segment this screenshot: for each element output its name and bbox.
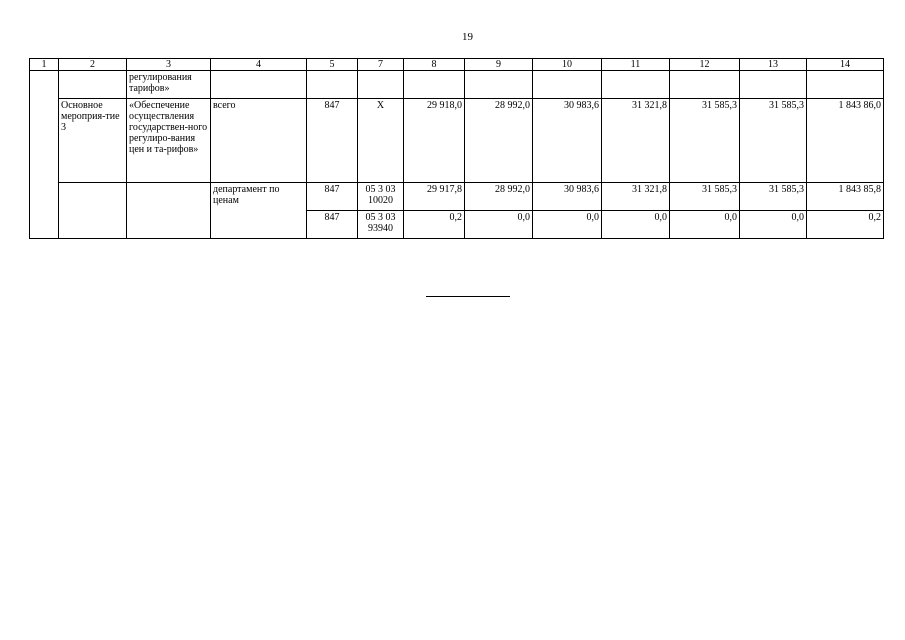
table-cell-col7: 05 3 03 10020 <box>358 183 404 211</box>
header-cell: 4 <box>211 59 307 71</box>
table-cell-col14: 1 843 85,8 <box>807 183 884 211</box>
table-cell-col12 <box>670 71 740 99</box>
table-cell-col10 <box>533 71 602 99</box>
table-cell-col3: регулирования тарифов» <box>127 71 211 99</box>
table-cell-col10: 30 983,6 <box>533 183 602 211</box>
table-cell-col5: 847 <box>307 99 358 183</box>
header-cell: 10 <box>533 59 602 71</box>
table-cell-col7: 05 3 03 93940 <box>358 211 404 239</box>
table-cell-col14: 1 843 86,0 <box>807 99 884 183</box>
table-row-dept-1 <box>30 183 884 211</box>
table-cell-col5 <box>307 71 358 99</box>
table-cell-col11: 31 321,8 <box>602 99 670 183</box>
header-cell: 2 <box>59 59 127 71</box>
table-cell-col14 <box>807 71 884 99</box>
page-number: 19 <box>462 31 473 43</box>
table-cell-col3 <box>127 183 211 239</box>
table-cell-col5: 847 <box>307 211 358 239</box>
table-cell-col2 <box>59 183 127 239</box>
table-cell-col4: всего <box>211 99 307 183</box>
table-cell-col9: 28 992,0 <box>465 183 533 211</box>
table-row-continuation <box>30 71 884 99</box>
table-cell-col4: департамент по ценам <box>211 183 307 239</box>
table-cell-col9: 0,0 <box>465 211 533 239</box>
table-cell-col14: 0,2 <box>807 211 884 239</box>
table-cell-col8: 0,2 <box>404 211 465 239</box>
table-cell-col1 <box>30 71 59 239</box>
table-cell-col7: Х <box>358 99 404 183</box>
header-cell: 3 <box>127 59 211 71</box>
table-cell-col13: 0,0 <box>740 211 807 239</box>
table-cell-col13: 31 585,3 <box>740 99 807 183</box>
budget-table <box>29 58 884 239</box>
table-cell-col12: 31 585,3 <box>670 183 740 211</box>
header-cell: 14 <box>807 59 884 71</box>
table-cell-col7 <box>358 71 404 99</box>
header-cell: 5 <box>307 59 358 71</box>
table-cell-col2 <box>59 71 127 99</box>
table-cell-col12: 0,0 <box>670 211 740 239</box>
table-cell-col8: 29 917,8 <box>404 183 465 211</box>
table-cell-col10: 0,0 <box>533 211 602 239</box>
header-cell: 13 <box>740 59 807 71</box>
header-row <box>30 59 884 71</box>
table-cell-col11: 0,0 <box>602 211 670 239</box>
table-cell-col4 <box>211 71 307 99</box>
table-cell-col10: 30 983,6 <box>533 99 602 183</box>
header-cell: 1 <box>30 59 59 71</box>
header-cell: 7 <box>358 59 404 71</box>
table-cell-col11 <box>602 71 670 99</box>
table-cell-col11: 31 321,8 <box>602 183 670 211</box>
table-cell-col12: 31 585,3 <box>670 99 740 183</box>
table-cell-col3: «Обеспечение осуществления государствен-ного регулиро-вания цен и та-рифов» <box>127 99 211 183</box>
header-cell: 11 <box>602 59 670 71</box>
table-cell-col8: 29 918,0 <box>404 99 465 183</box>
table-row-total <box>30 99 884 183</box>
table-cell-col13: 31 585,3 <box>740 183 807 211</box>
table-cell-col9: 28 992,0 <box>465 99 533 183</box>
table-cell-col8 <box>404 71 465 99</box>
table-cell-col5: 847 <box>307 183 358 211</box>
table-cell-col9 <box>465 71 533 99</box>
header-cell: 9 <box>465 59 533 71</box>
header-cell: 12 <box>670 59 740 71</box>
separator-line <box>426 296 510 297</box>
table-cell-col2: Основное мероприя-тие 3 <box>59 99 127 183</box>
header-cell: 8 <box>404 59 465 71</box>
table-cell-col13 <box>740 71 807 99</box>
